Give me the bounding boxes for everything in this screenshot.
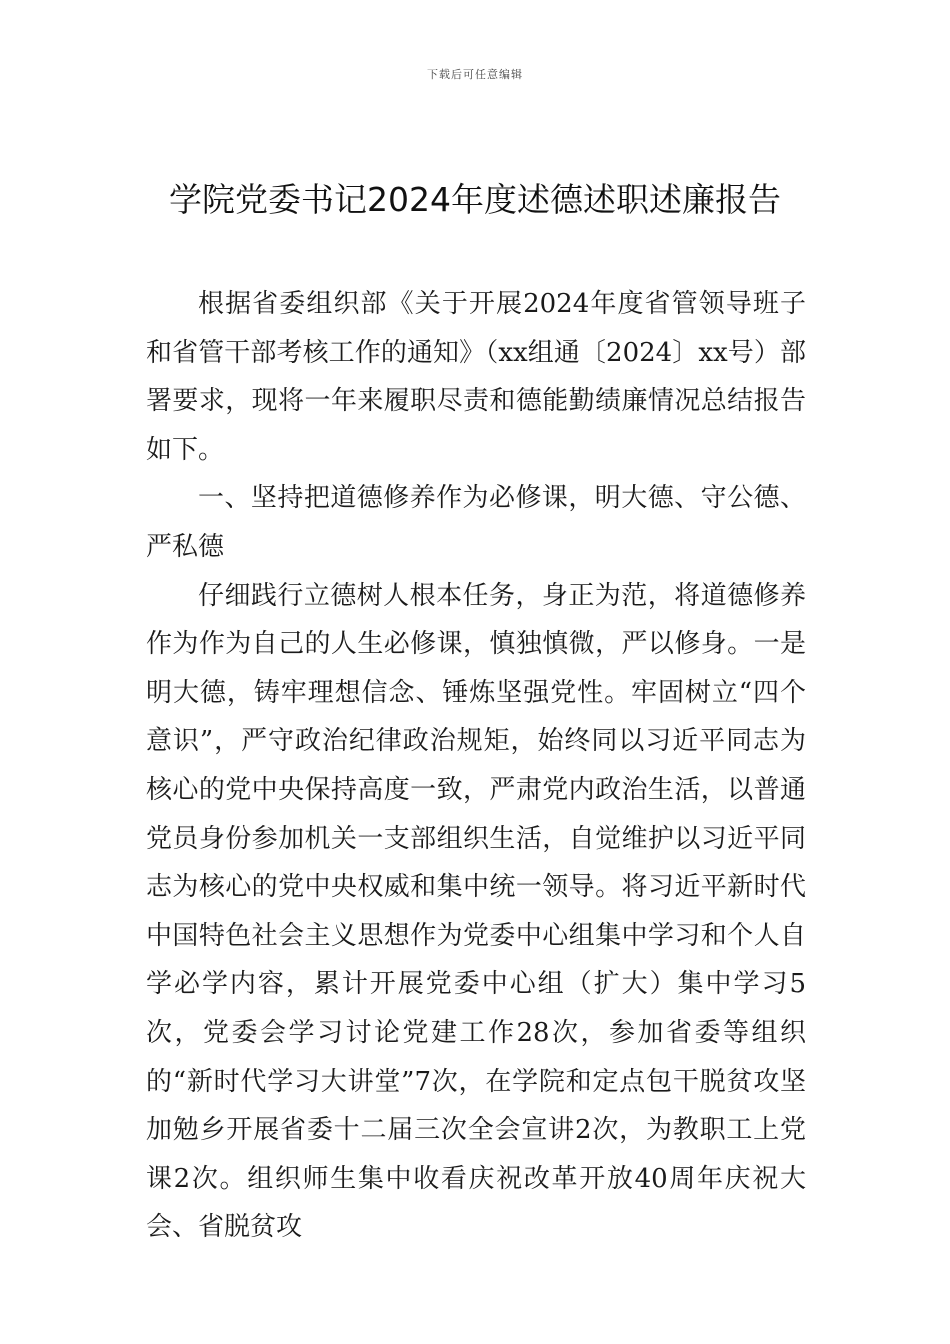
header-note: 下载后可任意编辑 [427, 68, 523, 81]
document-title: 学院党委书记2024年度述德述职述廉报告 [169, 180, 781, 219]
section-heading-1: 一、坚持把道德修养作为必修课，明大德、守公德、严私德 [146, 483, 806, 562]
paragraph-intro: 根据省委组织部《关于开展2024年度省管领导班子和省管干部考核工作的通知》（xx组通〔2024〕xx号）部署要求，现将一年来履职尽责和德能勤绩廉情况总结报告如下。 [146, 289, 806, 465]
document-body [146, 280, 806, 1252]
paragraph-section-1: 仔细践行立德树人根本任务，身正为范，将道德修养作为作为自己的人生必修课，慎独慎微，严以修身。一是明大德，铸牢理想信念、锤炼坚强党性。牢固树立“四个意识”，严守政治纪律政治规矩，始终同以习近平同志为核心的党中央保持高度一致，严肃党内政治生活，以普通党员身份参加机关一支部组织生活，自觉维护以习近平同志为核心的党中央权威和集中统一领导。将习近平新时代中国特色社会主义思想作为党委中心组集中学习和个人自学必学内容，累计开展党委中心组（扩大）集中学习5次，党委会学习讨论党建工作28次，参加省委等组织的“新时代学习大讲堂”7次，在学院和定点包干脱贫攻坚加勉乡开展省委十二届三次全会宣讲2次，为教职工上党课2次。组织师生集中收看庆祝改革开放40周年庆祝大会、省脱贫攻 [146, 580, 806, 1243]
